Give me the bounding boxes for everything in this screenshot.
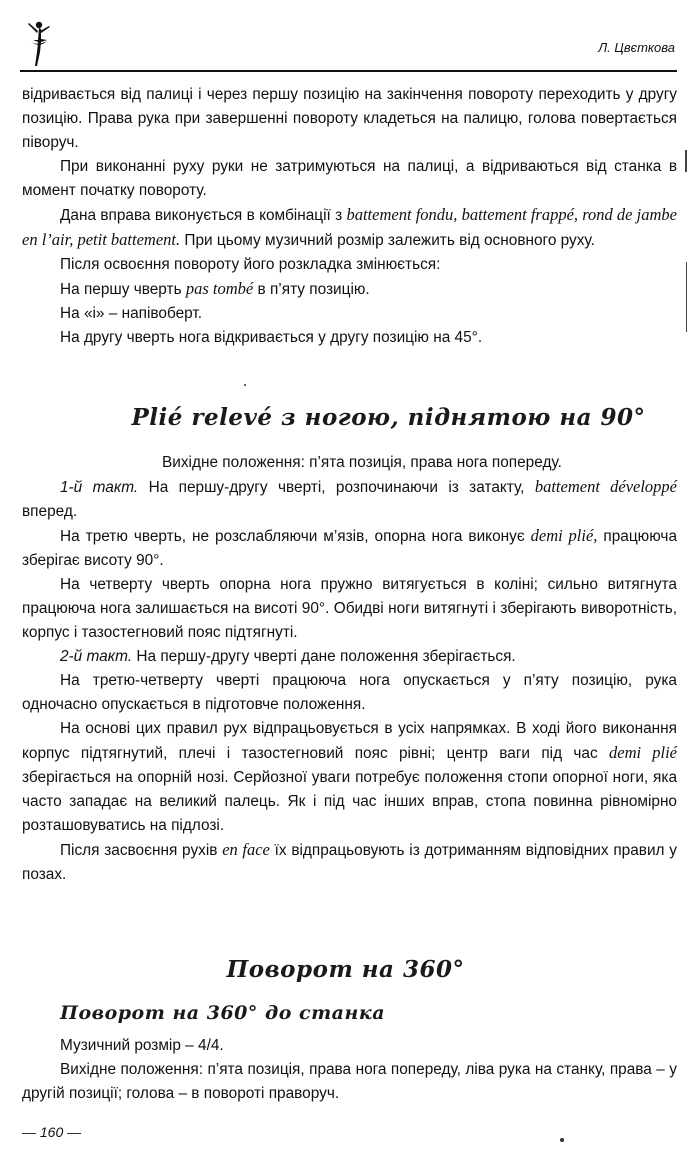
- paragraph: На «і» – напівоберт.: [60, 305, 203, 322]
- paragraph: На третю чверть, не розслабляючи м’язів, опорна нога виконує demi plié, працююча зберігає висоту 90°.: [22, 526, 677, 569]
- paragraph: Після засвоєння рухів en face їх відпрацьовують із дотриманням відповідних правил у позах.: [22, 840, 677, 883]
- page-header: [20, 18, 677, 76]
- paragraph: Дана вправа виконується в комбінації з battement fondu, battement frappé, rond de jambe en l’air, petit battement. При цьому музичний розмір залежить від основного руху.: [22, 205, 677, 249]
- text-block-1: [22, 83, 677, 350]
- paragraph: На третю-четверту чверті працююча нога опускається у п’яту позицію, рука одночасно опускається в підготовче положення.: [22, 672, 677, 713]
- subsection-heading: Поворот на 360° до станка: [60, 1002, 386, 1024]
- text-block-2: [22, 451, 677, 887]
- section-heading: Plié relevé з ногою, піднятою на 90°: [131, 404, 646, 431]
- ink-speck: [244, 384, 246, 386]
- ballerina-silhouette-icon: [20, 18, 54, 68]
- measure-label: 2-й такт.: [60, 648, 133, 665]
- paragraph: На першу чверть pas tombé в п’яту позицію.: [60, 279, 370, 298]
- ballet-term: demi plié,: [530, 526, 598, 545]
- ballet-term: en face: [222, 840, 270, 859]
- paragraph: 1-й такт. На першу-другу чверті, розпочинаючи із затакту, battement développé вперед.: [22, 477, 678, 520]
- paragraph: відривається від палиці і через першу позицію на закінчення повороту переходить у другу позицію. Права рука при завершенні повороту кладеться на палицю, голова повертається піворуч.: [22, 86, 677, 151]
- paragraph: На четверту чверть опорна нога пружно витягується в коліні; сильно витягнута працююча нога залишається на висоті 90°. Обидві ноги витягнуті і зберігають виворотність, корпус і тазостегновий пояс підтягнуті.: [22, 576, 677, 641]
- ballet-term: battement développé: [534, 477, 678, 496]
- paragraph: Вихідне положення: п’ята позиція, права нога попереду, ліва рука на станку, права – у другій позиції; голова – в повороті праворуч.: [22, 1061, 677, 1102]
- measure-label: 1-й такт.: [60, 479, 139, 496]
- margin-mark: [686, 262, 687, 332]
- paragraph: На основі цих правил рух відпрацьовується в усіх напрямках. В ході його виконання корпус підтягнутий, плечі і тазостегновий пояс рівні; центр ваги під час demi plié зберігається на опорній нозі. Серйозної уваги потребує положення стопи опорної ноги, яка часто западає на великий палець. Як і під час інших вправ, стопа повинна рівномірно розташовуватись на підлозі.: [22, 720, 677, 834]
- paragraph: Вихідне положення: п’ята позиція, права нога попереду.: [162, 454, 562, 471]
- ink-speck: [560, 1138, 564, 1142]
- section-heading: Поворот на 360°: [226, 956, 465, 983]
- ballet-term: battement fondu, battement frappé, rond de jambe en l’air, petit battement.: [22, 205, 677, 249]
- running-head-author: Л. Цвєткова: [598, 40, 675, 55]
- paragraph: Музичний розмір – 4/4.: [60, 1037, 224, 1054]
- paragraph: При виконанні руху руки не затримуються на палиці, а відриваються від станка в момент початку повороту.: [22, 158, 677, 199]
- paragraph: Після освоєння повороту його розкладка змінюється:: [60, 256, 441, 273]
- text-block-3: [22, 1034, 677, 1106]
- paragraph: На другу чверть нога відкривається у другу позицію на 45°.: [60, 329, 483, 346]
- margin-mark: [685, 150, 687, 172]
- ballet-term: demi plié: [609, 743, 677, 762]
- ballet-term: pas tombé: [185, 279, 254, 298]
- page-number: — 160 —: [22, 1124, 82, 1140]
- paragraph: 2-й такт. На першу-другу чверті дане положення зберігається.: [60, 648, 516, 665]
- header-rule: [20, 70, 677, 72]
